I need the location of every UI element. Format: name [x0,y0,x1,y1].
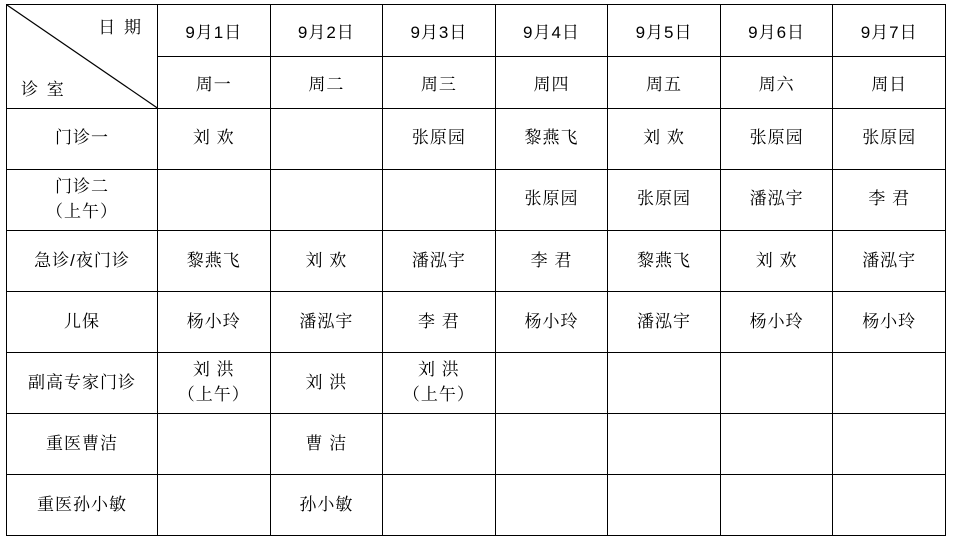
date-header-1: 9月2日 [270,5,383,57]
row-header-1-line2: （上午） [46,201,118,221]
cell-r4-c2 [383,352,496,413]
cell-r3-c4-line1: 潘泓宇 [637,311,692,331]
cell-r2-c1 [270,230,383,291]
row-header-0-line1: 门诊一 [55,128,109,148]
cell-r3-c6-line1: 杨小玲 [862,311,917,331]
cell-r1-c4-line1: 张原园 [637,189,692,209]
cell-r3-c1 [270,291,383,352]
cell-r3-c6 [833,291,946,352]
cell-r3-c5 [720,291,833,352]
cell-r6-c1 [270,474,383,535]
table-row [7,474,946,535]
room-axis-label: 诊 室 [21,79,66,99]
cell-r6-c2 [383,474,496,535]
cell-r3-c2 [383,291,496,352]
cell-r4-c2-line1: 刘 洪 [418,360,460,380]
cell-r6-c0 [158,474,271,535]
date-axis-label: 日 期 [98,18,143,37]
weekday-header-0: 周一 [158,56,271,108]
cell-r4-c0-line1: 刘 洪 [192,360,235,380]
cell-r2-c4 [608,230,721,291]
row-header-4-line1: 副高专家门诊 [28,372,136,392]
cell-r2-c2 [383,230,496,291]
row-header-6 [7,474,158,535]
row-header-1-line1: 门诊二 [55,177,109,197]
cell-r0-c3 [495,108,608,169]
cell-r5-c4 [608,413,721,474]
cell-r2-c4-line1: 黎燕飞 [637,250,692,270]
clinic-schedule-table [6,4,946,536]
cell-r2-c2-line1: 潘泓宇 [411,250,466,270]
cell-r4-c0 [158,352,271,413]
corner-header-cell [7,5,158,109]
cell-r6-c5 [720,474,833,535]
row-header-5-line1: 重医曹洁 [46,433,118,453]
cell-r5-c0 [158,413,271,474]
cell-r1-c6 [833,169,946,230]
cell-r4-c0-line2: （上午） [177,384,250,404]
cell-r2-c0 [158,230,271,291]
cell-r3-c5-line1: 杨小玲 [749,311,804,331]
cell-r5-c3 [495,413,608,474]
cell-r1-c5-line1: 潘泓宇 [749,189,804,209]
cell-r4-c1 [270,352,383,413]
cell-r6-c6 [833,474,946,535]
cell-r5-c1-line1: 曹 洁 [305,433,348,453]
cell-r3-c0 [158,291,271,352]
cell-r0-c4 [608,108,721,169]
date-header-0: 9月1日 [158,5,271,57]
cell-r0-c2 [383,108,496,169]
cell-r5-c1 [270,413,383,474]
cell-r1-c3-line1: 张原园 [524,189,579,209]
cell-r1-c2 [383,169,496,230]
table-row [7,169,946,230]
weekday-header-4: 周五 [608,56,721,108]
cell-r0-c0 [158,108,271,169]
date-header-2: 9月3日 [383,5,496,57]
cell-r1-c5 [720,169,833,230]
cell-r4-c6 [833,352,946,413]
table-row [7,108,946,169]
row-header-2 [7,230,158,291]
cell-r3-c1-line1: 潘泓宇 [299,311,354,331]
table-header-date-row [7,5,946,57]
cell-r6-c3 [495,474,608,535]
cell-r0-c0-line1: 刘 欢 [192,128,235,148]
cell-r2-c1-line1: 刘 欢 [305,250,348,270]
cell-r1-c1 [270,169,383,230]
row-header-5 [7,413,158,474]
table-row [7,291,946,352]
cell-r1-c4 [608,169,721,230]
cell-r0-c3-line1: 黎燕飞 [524,128,579,148]
cell-r2-c6-line1: 潘泓宇 [862,250,917,270]
date-header-4: 9月5日 [608,5,721,57]
date-header-3: 9月4日 [495,5,608,57]
cell-r3-c3-line1: 杨小玲 [524,311,579,331]
cell-r0-c6 [833,108,946,169]
date-header-6: 9月7日 [833,5,946,57]
cell-r1-c3 [495,169,608,230]
cell-r0-c5-line1: 张原园 [749,128,804,148]
weekday-header-2: 周三 [383,56,496,108]
cell-r2-c3-line1: 李 君 [530,250,573,270]
cell-r4-c1-line1: 刘 洪 [305,372,348,392]
table-row [7,352,946,413]
cell-r6-c1-line1: 孙小敏 [299,494,354,514]
row-header-0 [7,108,158,169]
cell-r2-c5 [720,230,833,291]
row-header-2-line1: 急诊/夜门诊 [34,250,130,270]
weekday-header-1: 周二 [270,56,383,108]
cell-r2-c6 [833,230,946,291]
cell-r5-c5 [720,413,833,474]
row-header-3-line1: 儿保 [64,311,100,331]
cell-r0-c2-line1: 张原园 [411,128,466,148]
cell-r4-c2-line2: （上午） [402,384,475,404]
cell-r3-c2-line1: 李 君 [418,311,460,331]
cell-r0-c6-line1: 张原园 [862,128,917,148]
date-header-5: 9月6日 [720,5,833,57]
cell-r2-c3 [495,230,608,291]
cell-r3-c3 [495,291,608,352]
cell-r4-c3 [495,352,608,413]
cell-r6-c4 [608,474,721,535]
weekday-header-6: 周日 [833,56,946,108]
cell-r2-c5-line1: 刘 欢 [755,250,798,270]
cell-r4-c4 [608,352,721,413]
cell-r1-c6-line1: 李 君 [868,189,911,209]
cell-r0-c1 [270,108,383,169]
row-header-6-line1: 重医孙小敏 [37,494,127,514]
cell-r4-c5 [720,352,833,413]
weekday-header-3: 周四 [495,56,608,108]
row-header-4 [7,352,158,413]
row-header-3 [7,291,158,352]
table-row [7,413,946,474]
cell-r2-c0-line1: 黎燕飞 [186,250,241,270]
row-header-1 [7,169,158,230]
cell-r0-c5 [720,108,833,169]
table-row [7,230,946,291]
cell-r3-c4 [608,291,721,352]
cell-r5-c6 [833,413,946,474]
cell-r1-c0 [158,169,271,230]
weekday-header-5: 周六 [720,56,833,108]
cell-r3-c0-line1: 杨小玲 [186,311,241,331]
cell-r5-c2 [383,413,496,474]
cell-r0-c4-line1: 刘 欢 [643,128,685,148]
